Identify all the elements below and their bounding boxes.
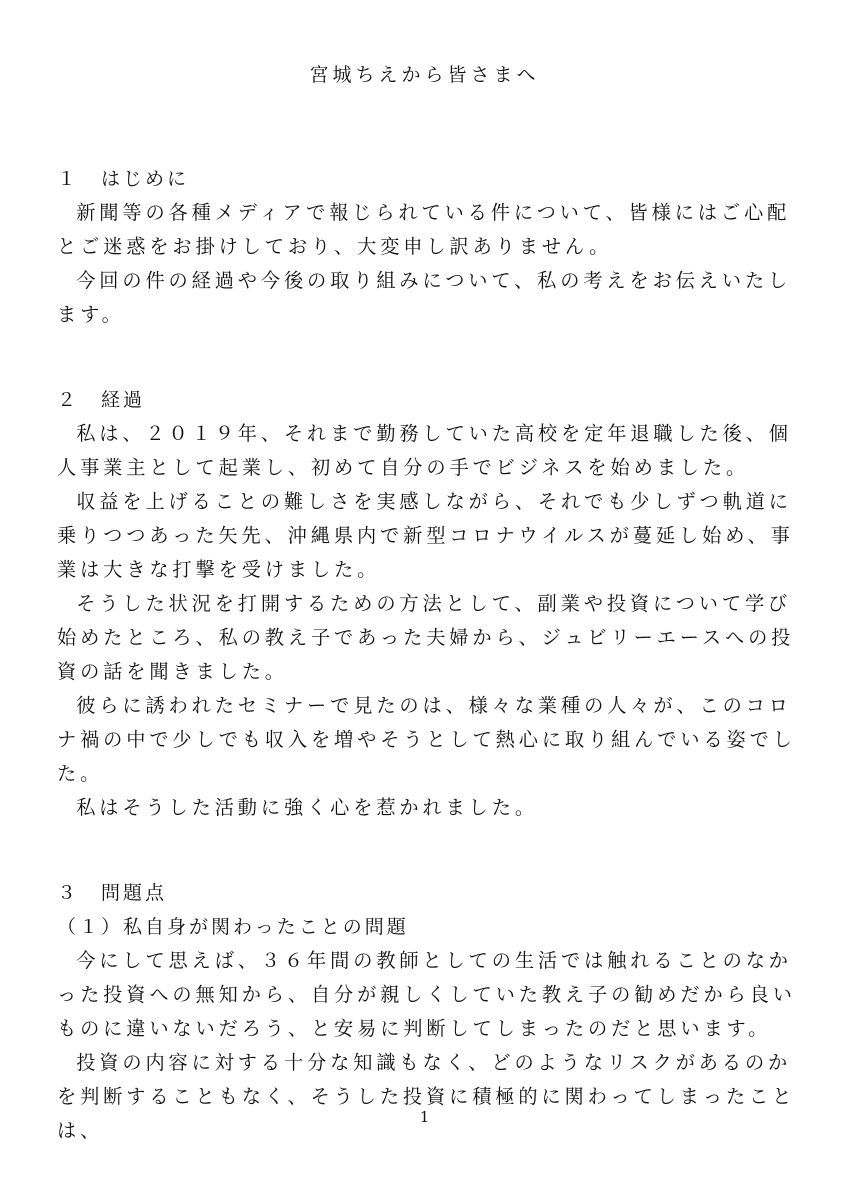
paragraph: 今にして思えば、３６年間の教師としての生活では触れることのなかった投資への無知から、自分が親しくしていた教え子の勧めだから良いものに違いないだろう、と安易に判断してしまったのだと思います。 [57, 949, 796, 1040]
paragraph: 私はそうした活動に強く心を惹かれました。 [76, 796, 538, 819]
document-body [57, 162, 797, 1199]
document-title: 宮城ちえから皆さまへ [309, 64, 540, 86]
section-progress [57, 383, 797, 825]
section-heading: ３ 問題点 [57, 882, 168, 904]
subsection-heading: （１）私自身が関わったことの問題 [57, 916, 409, 938]
paragraph: 投資の内容に対する十分な知識もなく、どのようなリスクがあるのかを判断することもなく、そうした投資に積極的に関わってしまったことは、 [57, 1051, 796, 1142]
section-introduction [57, 162, 797, 332]
paragraph: 今回の件の経過や今後の取り組みについて、私の考えをお伝えいたします。 [57, 269, 792, 326]
page-number: 1 [419, 1108, 430, 1126]
paragraph: 収益を上げることの難しさを実感しながら、それでも少しずつ軌道に乗りつつあった矢先、沖縄県内で新型コロナウイルスが蔓延し始め、事業は大きな打撃を受けました。 [57, 490, 794, 581]
section-heading: ２ 経過 [57, 389, 146, 411]
paragraph: 私は、２０１９年、それまで勤務していた高校を定年退職した後、個人事業主として起業し、初めて自分の手でビジネスを始めました。 [57, 422, 792, 479]
paragraph: そうした状況を打開するための方法として、副業や投資について学び始めたところ、私の教え子であった夫婦から、ジュビリーエースへの投資の話を聞きました。 [57, 592, 795, 683]
section-heading: １ はじめに [57, 168, 190, 190]
paragraph: 新聞等の各種メディアで報じられている件について、皆様にはご心配とご迷惑をお掛けしており、大変申し訳ありません。 [57, 201, 791, 258]
paragraph: 彼らに誘われたセミナーで見たのは、様々な業種の人々が、このコロナ禍の中で少しでも収入を増やそうとして熱心に取り組んでいる姿でした。 [57, 694, 796, 785]
